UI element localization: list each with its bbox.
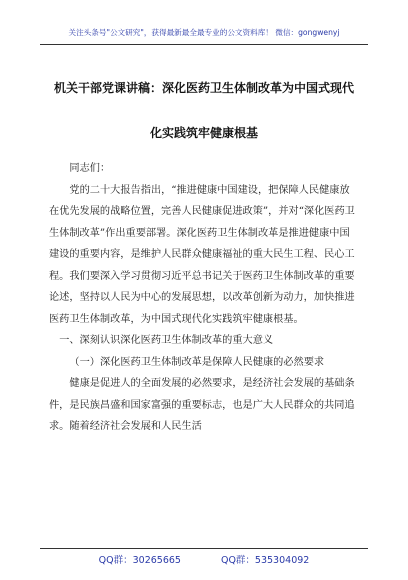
document-title-line1: 机关干部党课讲稿：深化医药卫生体制改革为中国式现代 bbox=[53, 81, 354, 95]
footer-qq-group-2: QQ群：535304092 bbox=[220, 555, 310, 566]
paragraph: 党的二十大报告指出，“推进健康中国建设，把保障人民健康放在优先发展的战略位置，完善人民健康促进政策”，并对“深化医药卫生体制改革”作出重要部署。深化医药卫生体制改革是推进健康中国建设的重要内容，是维护人民群众健康福祉的重大民生工程、民心工程。我们要深入学习贯彻习近平总书记关于医药卫生体制改革的重要论述，坚持以人民为中心的发展思想，以改革创新为动力，加快推进医药卫生体制改革，为中国式现代化实践筑牢健康根基。 bbox=[49, 184, 355, 325]
footer-qq-group-1: QQ群：30265665 bbox=[98, 555, 181, 566]
footer bbox=[40, 552, 368, 566]
document-body bbox=[49, 158, 359, 438]
document-title-line2: 化实践筑牢健康根基 bbox=[149, 126, 258, 140]
section-heading: 一、深刻认识深化医药卫生体制改革的重大意义 bbox=[59, 335, 274, 346]
salutation: 同志们： bbox=[69, 163, 111, 174]
subsection-heading: （一）深化医药卫生体制改革是保障人民健康的必然要求 bbox=[69, 356, 325, 368]
paragraph: 健康是促进人的全面发展的必然要求，是经济社会发展的基础条件，是民族昌盛和国家富强的重要标志，也是广大人民群众的共同追求。随着经济社会发展和人民生活 bbox=[49, 378, 355, 432]
header-divider bbox=[40, 44, 368, 45]
footer-divider bbox=[40, 548, 368, 549]
header-notice: 关注头条号"公文研究"，获得最新最全最专业的公文资料库！ 微信：gongwenyj bbox=[68, 28, 340, 37]
